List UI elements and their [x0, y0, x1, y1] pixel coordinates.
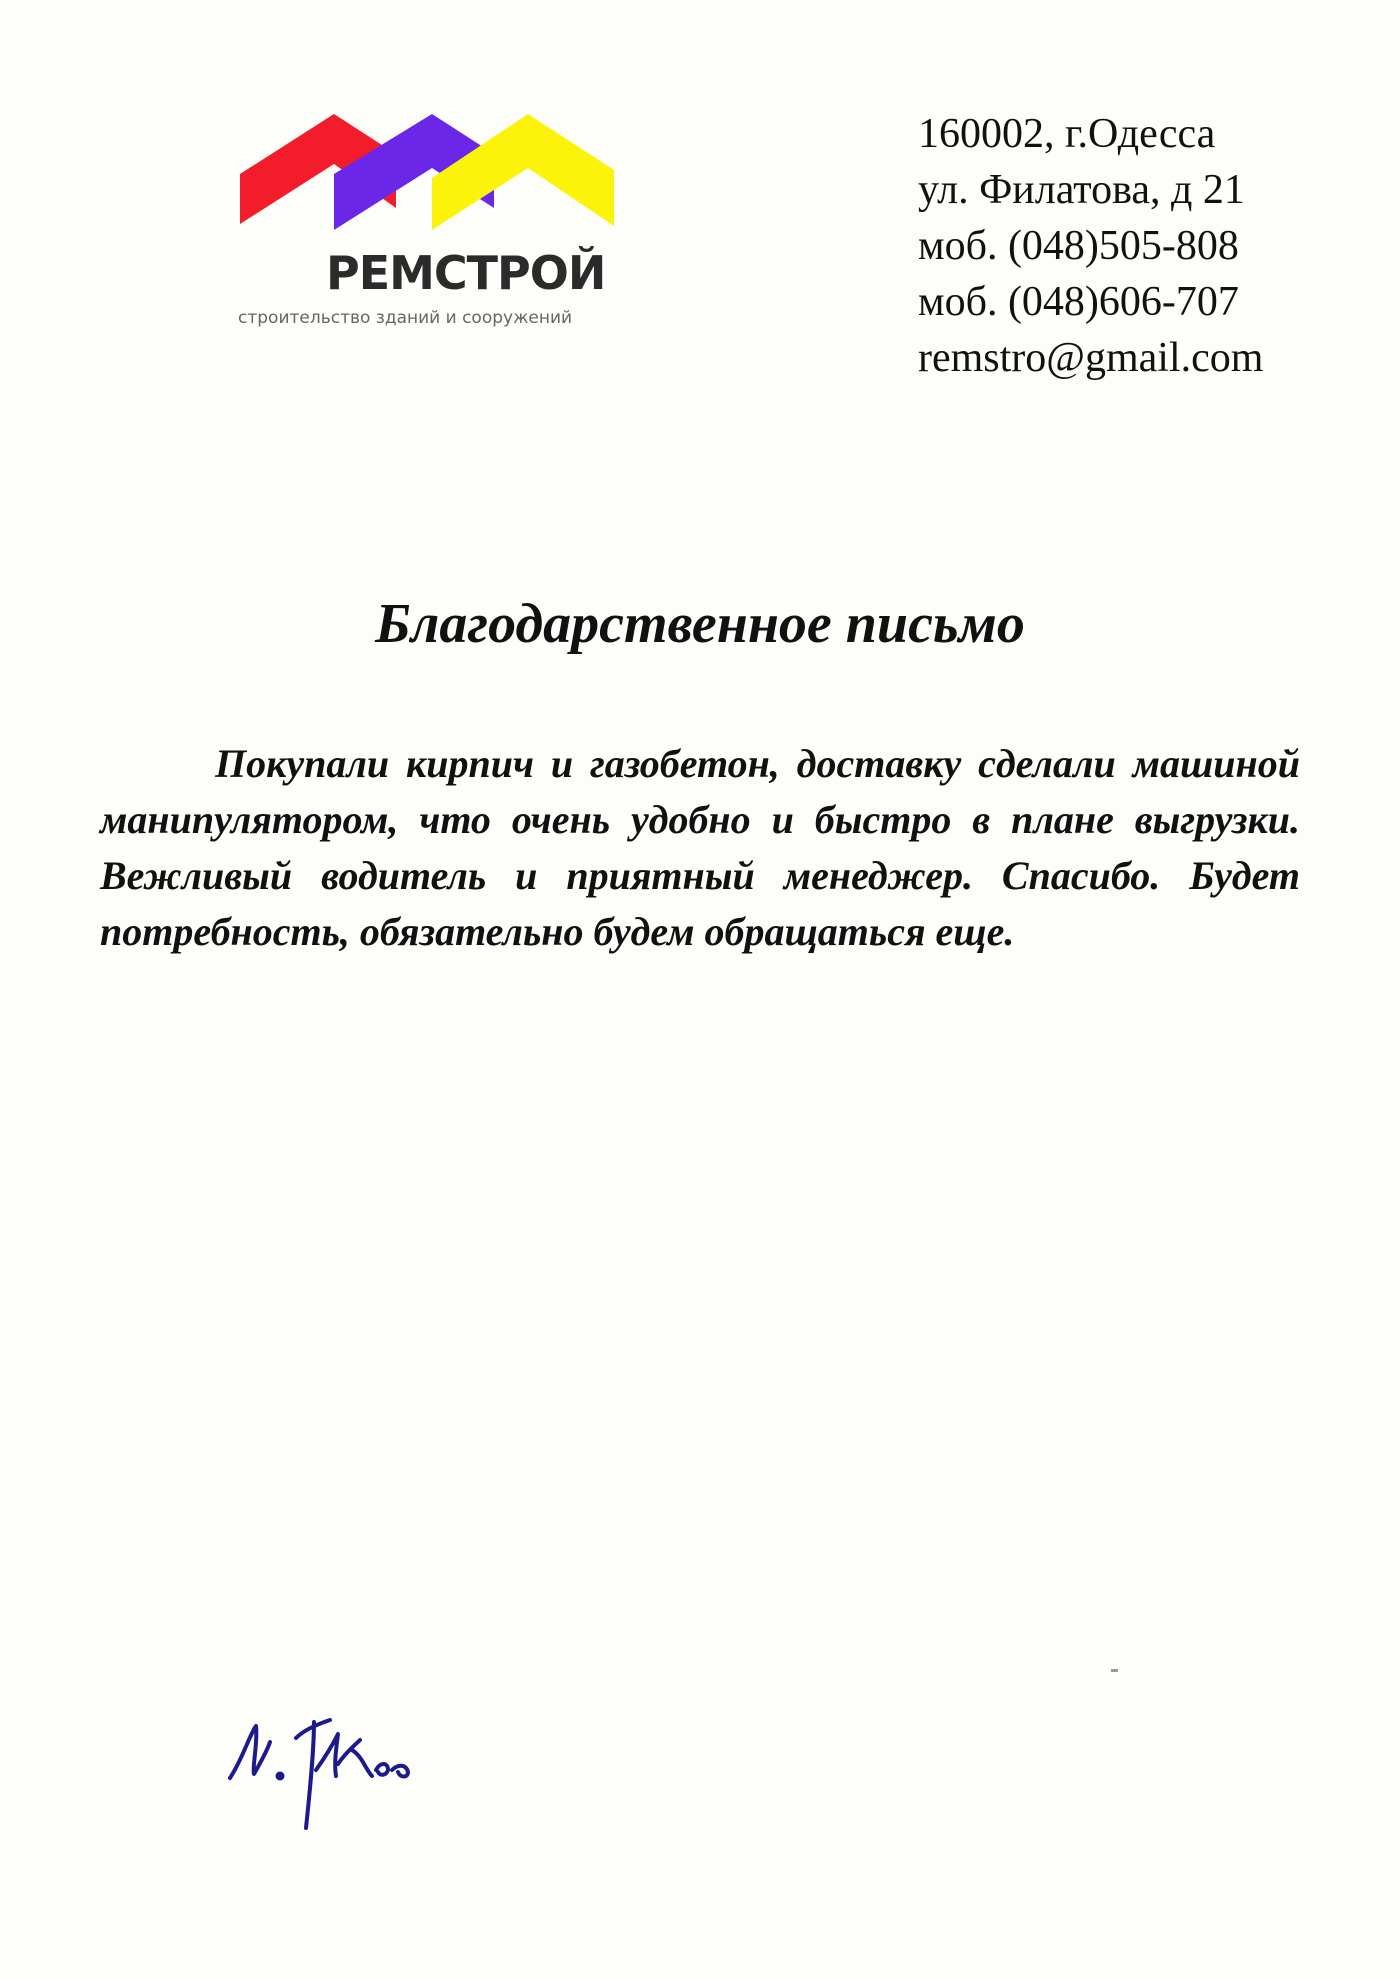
email-address: remstro@gmail.com [918, 335, 1264, 381]
street-address: ул. Филатова, д 21 [918, 167, 1245, 213]
mobile-phone-2: моб. (048)606-707 [918, 279, 1239, 325]
handwritten-signature [222, 1690, 442, 1840]
logo-tagline: строительство зданий и сооружений [238, 308, 573, 328]
company-logo [236, 108, 626, 338]
contact-block [918, 106, 1338, 386]
postal-address: 160002, г.Одесса [918, 111, 1216, 157]
letter-title: Благодарственное письмо [375, 593, 1025, 655]
mobile-phone-1: моб. (048)505-808 [918, 223, 1239, 269]
letter-body: Покупали кирпич и газобетон, доставку сделали машиной манипулятором, что очень удобно и быстро в плане выгрузки. Вежливый водитель и приятный менеджер. Спасибо. Будет потребность, обязательно будем обращаться еще. [100, 741, 1300, 954]
yellow-roof-shape [432, 114, 614, 230]
roofs-logo-mark [236, 108, 616, 238]
scan-speck [1111, 1669, 1118, 1672]
logo-company-name: РЕМСТРОЙ [326, 246, 606, 300]
